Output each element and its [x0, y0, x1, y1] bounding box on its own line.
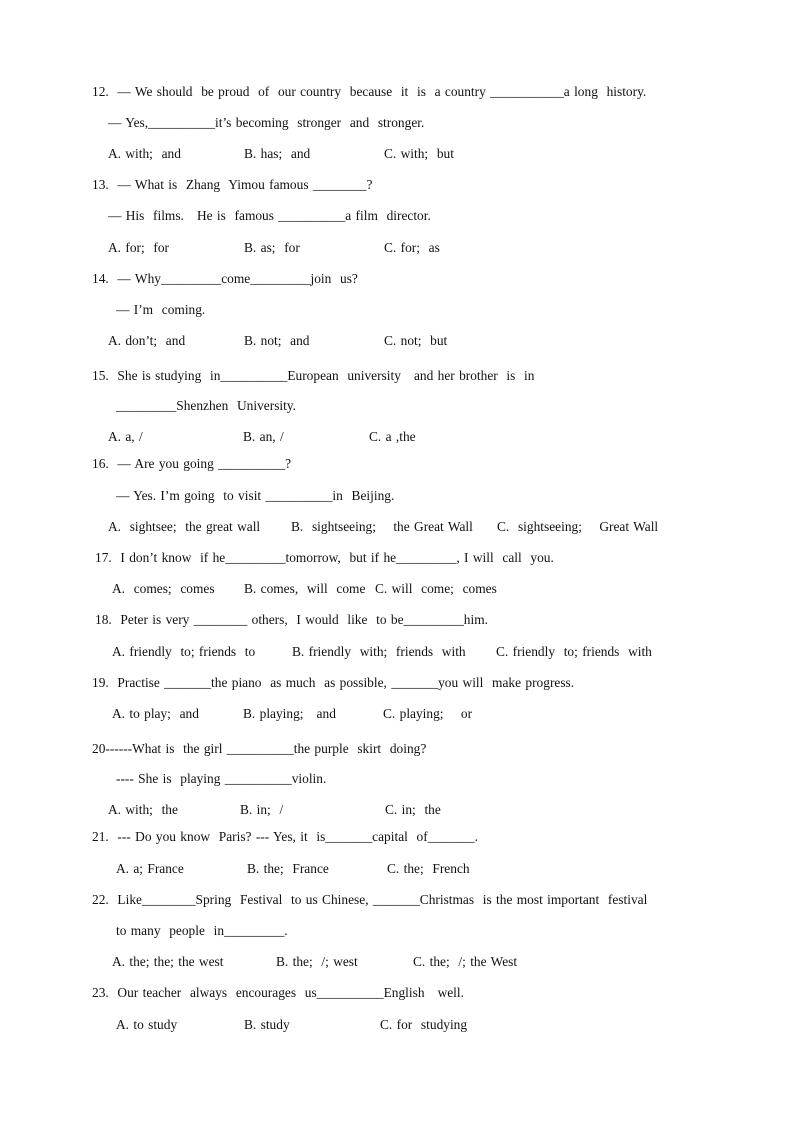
question-23-option-c: C. for studying [380, 1017, 468, 1032]
question-14-stem: 14. — Why_________come_________join us? [92, 271, 358, 286]
question-23-stem: 23. Our teacher always encourages us__________English well. [92, 985, 464, 1000]
question-22-stem-continued: to many people in_________. [116, 923, 288, 938]
question-21-option-a: A. a; France [116, 861, 184, 876]
question-20-option-c: C. in; the [385, 802, 441, 817]
question-22-option-b: B. the; /; west [276, 954, 358, 969]
question-23-option-a: A. to study [116, 1017, 178, 1032]
question-21-option-c: C. the; French [387, 861, 470, 876]
question-17-option-b: B. comes, will come [244, 581, 366, 596]
question-15-option-a: A. a, / [108, 429, 143, 444]
question-17-option-c: C. will come; comes [375, 581, 497, 596]
question-18-option-b: B. friendly with; friends with [292, 644, 466, 659]
question-14-option-c: C. not; but [384, 333, 448, 348]
question-15-option-b: B. an, / [243, 429, 284, 444]
question-22-option-a: A. the; the; the west [112, 954, 224, 969]
question-20-stem: 20------What is the girl __________the purple skirt doing? [92, 741, 427, 756]
question-12-option-a: A. with; and [108, 146, 181, 161]
question-22-option-c: C. the; /; the West [413, 954, 518, 969]
question-23-option-b: B. study [244, 1017, 290, 1032]
question-22-stem: 22. Like________Spring Festival to us Chinese, _______Christmas is the most important festival [92, 892, 648, 907]
question-20-option-a: A. with; the [108, 802, 178, 817]
question-18-option-a: A. friendly to; friends to [112, 644, 256, 659]
question-14-option-a: A. don’t; and [108, 333, 186, 348]
question-17-option-a: A. comes; comes [112, 581, 215, 596]
question-16-option-c: C. sightseeing; Great Wall [497, 519, 659, 534]
question-19-option-a: A. to play; and [112, 706, 199, 721]
question-15-stem: 15. She is studying in__________European university and her brother is in [92, 368, 535, 383]
question-12-option-b: B. has; and [244, 146, 311, 161]
question-14-option-b: B. not; and [244, 333, 310, 348]
question-16-response: — Yes. I’m going to visit __________in Beijing. [116, 488, 395, 503]
question-20-option-b: B. in; / [240, 802, 284, 817]
question-20-response: ---- She is playing __________violin. [116, 771, 327, 786]
question-13-option-c: C. for; as [384, 240, 440, 255]
question-16-option-b: B. sightseeing; the Great Wall [291, 519, 473, 534]
question-16-stem: 16. — Are you going __________? [92, 456, 292, 471]
question-15-option-c: C. a ,the [369, 429, 416, 444]
question-12-response: — Yes,__________it’s becoming stronger and stronger. [108, 115, 425, 130]
question-12-option-c: C. with; but [384, 146, 454, 161]
question-19-stem: 19. Practise _______the piano as much as possible, _______you will make progress. [92, 675, 575, 690]
question-18-stem: 18. Peter is very ________ others, I would like to be_________him. [95, 612, 488, 627]
question-13-option-b: B. as; for [244, 240, 300, 255]
question-19-option-c: C. playing; or [383, 706, 473, 721]
question-13-option-a: A. for; for [108, 240, 170, 255]
question-13-response: — His films. He is famous __________a film director. [108, 208, 431, 223]
question-13-stem: 13. — What is Zhang Yimou famous ________? [92, 177, 373, 192]
question-14-response: — I’m coming. [116, 302, 206, 317]
question-17-stem: 17. I don’t know if he_________tomorrow, but if he_________, I will call you. [95, 550, 554, 565]
question-15-stem-continued: _________Shenzhen University. [116, 398, 297, 413]
question-19-option-b: B. playing; and [243, 706, 336, 721]
question-18-option-c: C. friendly to; friends with [496, 644, 652, 659]
question-12-stem: 12. — We should be proud of our country because it is a country ___________a long history. [92, 84, 647, 99]
question-21-option-b: B. the; France [247, 861, 329, 876]
question-21-stem: 21. --- Do you know Paris? --- Yes, it is_______capital of_______. [92, 829, 478, 844]
question-16-option-a: A. sightsee; the great wall [108, 519, 261, 534]
